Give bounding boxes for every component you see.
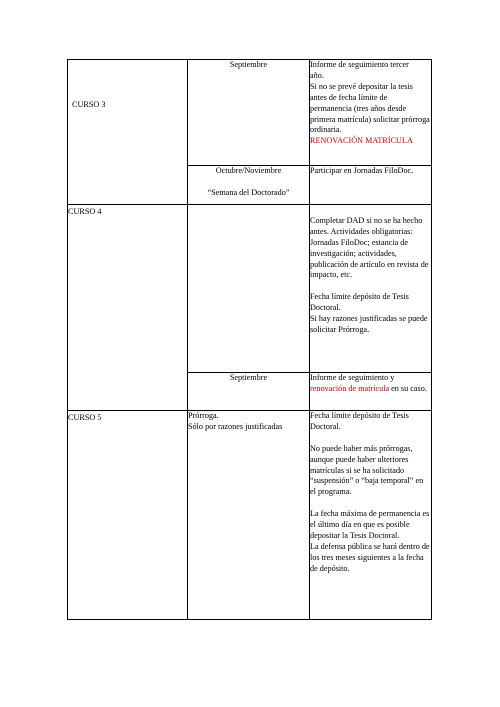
curso5-period <box>188 411 310 620</box>
curso4-info-suffix: en su caso. <box>389 383 427 393</box>
curso4-main-actions <box>310 205 432 373</box>
curso5-fecha-limite: Fecha límite depósito de Tesis Doctoral. <box>310 411 409 431</box>
curso5-prorroga-label: Prórroga. <box>188 411 219 420</box>
curso3-octubre-period-text: Octubre/Noviembre <box>215 166 282 175</box>
curso4-main-period <box>188 205 310 373</box>
curso5-actions <box>310 411 432 620</box>
curso3-septiembre-period-text: Septiembre <box>229 60 268 69</box>
curso5-no-prorrogas-text: No puede haber más prórrogas, aunque puede haber ulteriores matrículas si se ha solicitado “suspensión” o “baja temporal” en el programa. <box>310 443 424 497</box>
curso3-octubre-actions <box>310 166 432 205</box>
curso3-octubre-period <box>188 166 310 205</box>
curso3-semana-doctorado: “Semana del Doctorado” <box>207 187 290 197</box>
curso4-renovacion-highlight: renovación de matrícula <box>310 383 390 393</box>
curso3-cell <box>68 60 188 205</box>
curso5-razones-label: Sólo por razones justificadas <box>188 421 283 431</box>
curso3-prorroga-text: Si no se prevé depositar la tesis antes de fecha límite de permanencia (tres años desde primera matrícula) solicitar prórroga ordinaria. <box>310 81 430 135</box>
curso4-fecha-limite: Fecha límite depósito de Tesis Doctoral. <box>310 292 409 313</box>
curso3-jornadas-text: Participar en Jornadas FiloDoc. <box>310 166 414 175</box>
curso4-septiembre-period-text: Septiembre <box>229 373 268 382</box>
curso3-info-line1: Informe de seguimiento tercer <box>310 60 409 69</box>
curso4-dad-text: Completar DAD si no se ha hecho antes. Actividades obligatorias: Jornadas FiloDoc; estancia de investigación; actividades, publicación de artículo en revista de impacto, etc. <box>310 215 429 280</box>
curso4-info-prefix: Informe de seguimiento y <box>310 373 395 382</box>
curso5-cell <box>68 411 188 620</box>
curso3-septiembre-row <box>68 60 432 166</box>
curso4-label: CURSO 4 <box>68 207 102 216</box>
curso4-cell <box>68 205 188 411</box>
curso5-row <box>68 411 432 620</box>
curso3-info-line2: año. <box>310 70 324 80</box>
curso3-septiembre-period <box>188 60 310 166</box>
curso4-septiembre-actions <box>310 373 432 411</box>
curso3-label: CURSO 3 <box>72 100 106 109</box>
curso5-defensa-text: La defensa pública se hará dentro de los tres meses siguientes a la fecha de depósito. <box>310 541 430 573</box>
curso5-label: CURSO 5 <box>68 413 102 422</box>
doctorate-schedule-table <box>67 59 432 620</box>
curso3-renovacion-highlight: RENOVACIÓN MATRÍCULA <box>310 136 413 146</box>
curso4-main-row <box>68 205 432 373</box>
curso3-septiembre-actions <box>310 60 432 166</box>
curso5-fecha-maxima-text: La fecha máxima de permanencia es el último día en que es posible depositar la Tesis Doctoral. <box>310 509 430 540</box>
curso4-septiembre-period <box>188 373 310 411</box>
curso4-prorroga-text: Si hay razones justificadas se puede solicitar Prórroga. <box>310 314 428 334</box>
